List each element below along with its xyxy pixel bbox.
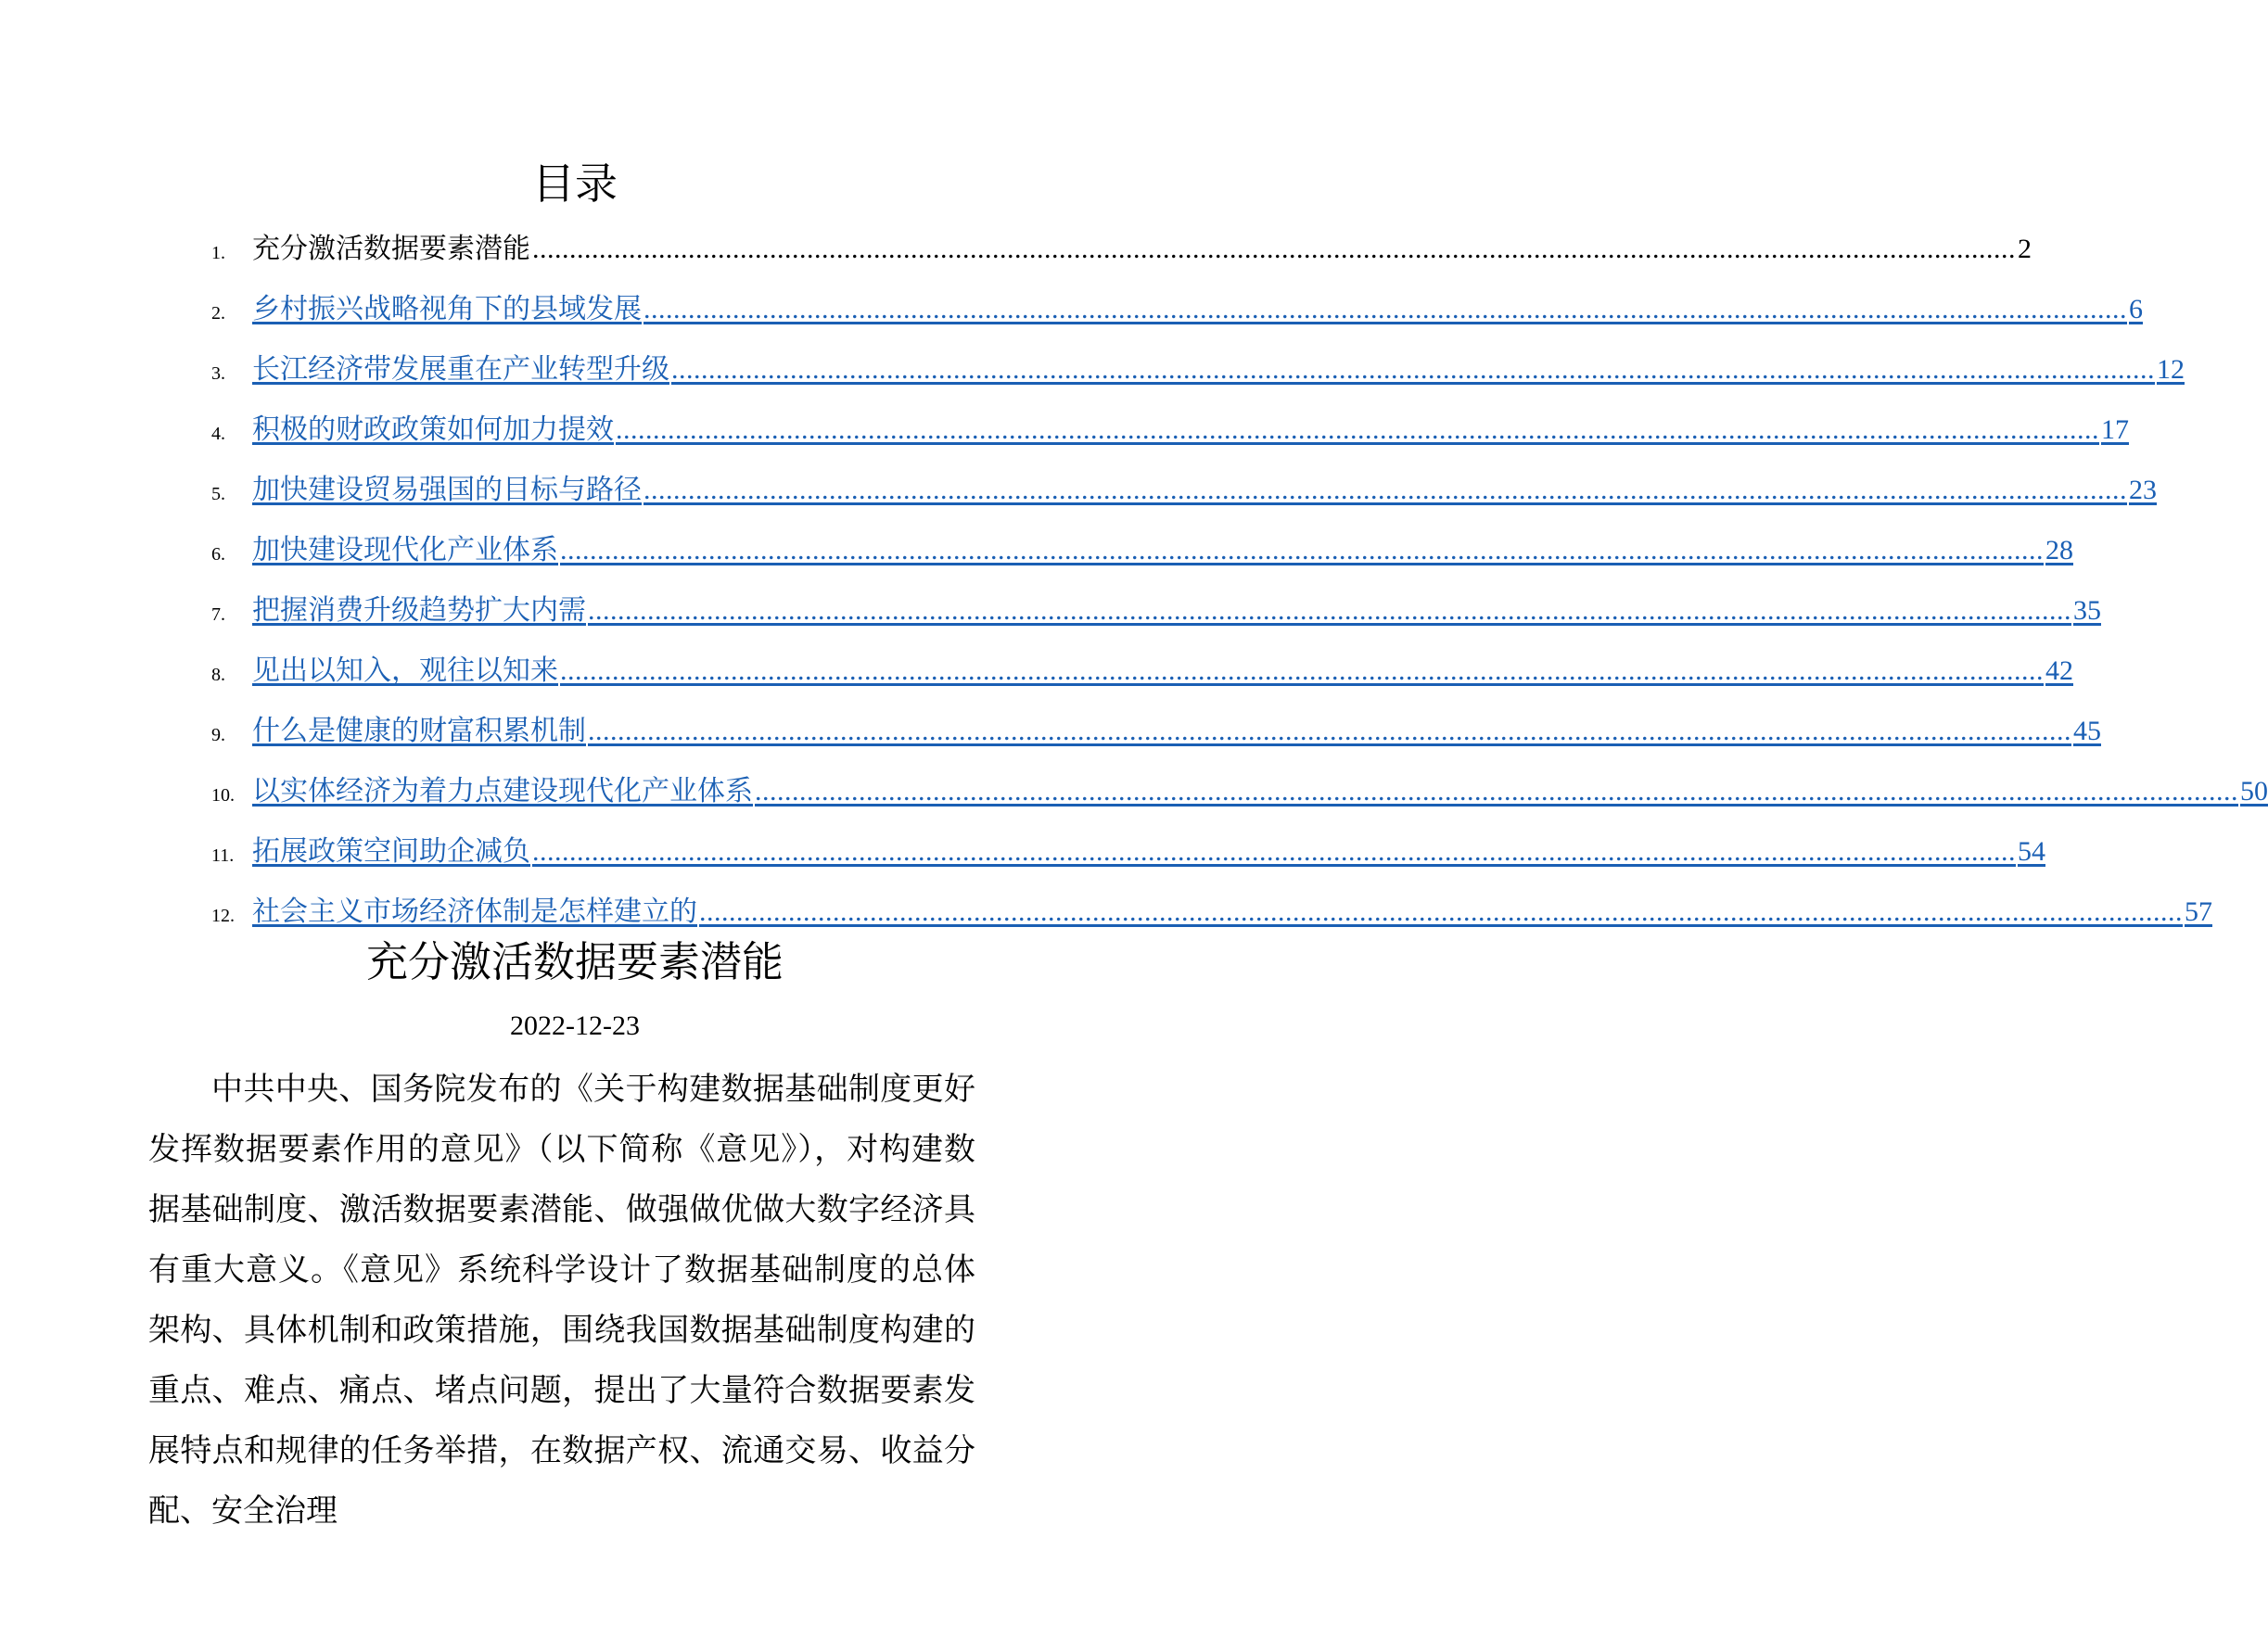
toc-entry-page: 45 [2073,715,2101,746]
toc-dot-leader: ........................................................................................................................................................................................................ [643,293,2127,324]
toc-entry-page: 54 [2018,835,2045,867]
toc-entry [211,882,2212,942]
toc-entry-title: 把握消费升级趋势扩大内需 [252,593,586,627]
toc-entry [211,701,2101,761]
toc-dot-leader: ........................................................................................................................................................................................................ [616,413,2099,445]
article-paragraph: 中共中央、国务院发布的《关于构建数据基础制度更好发挥数据要素作用的意见》（以下简称《意见》），对构建数据基础制度、激活数据要素潜能、做强做优做大数字经济具有重大意义。《意见》系统科学设计了数据基础制度的总体架构、具体机制和政策措施，围绕我国数据基础制度构建的重点、难点、痛点、堵点问题，提出了大量符合数据要素发展特点和规律的任务举措，在数据产权、流通交易、收益分配、安全治理 [148,1071,975,1530]
toc-entry-page: 17 [2101,413,2129,445]
toc-entry-link[interactable] [252,472,2157,509]
toc-entry-number: 12. [211,906,235,926]
toc-entry [211,821,2045,882]
toc-entry-title: 加快建设贸易强国的目标与路径 [252,473,642,506]
article-title: 充分激活数据要素潜能 [365,937,784,986]
toc-entry-page: 23 [2129,474,2157,505]
toc-entry-number: 11. [211,845,235,866]
toc-entry-number: 9. [211,725,225,745]
toc-entry-number: 2. [211,303,225,324]
toc-entry [211,761,2268,821]
toc-entry [211,520,2073,580]
toc-entry-title: 积极的财政政策如何加力提效 [252,413,614,446]
toc-entry-link[interactable] [252,592,2101,629]
toc-entry-page: 28 [2045,534,2073,565]
toc-entry-page: 12 [2157,353,2185,385]
toc-entry-link[interactable] [252,653,2073,690]
toc-dot-leader: ........................................................................................................................................................................................................ [643,474,2127,505]
toc-entry-page: 50 [2240,775,2268,807]
toc-entry-number: 1. [211,243,225,263]
toc-dot-leader: ........................................................................................................................................................................................................ [699,896,2183,927]
toc-entry-page: 6 [2129,293,2143,324]
toc-entry [211,580,2101,641]
toc-dot-leader: ........................................................................................................................................................................................................ [560,534,2044,565]
toc-entry-link[interactable] [252,713,2101,750]
toc-entry-link[interactable] [252,291,2143,328]
toc-entry-page: 42 [2045,654,2073,686]
toc-entry-page: 57 [2185,896,2212,927]
toc-entry-number: 4. [211,424,225,444]
toc-entry-number: 7. [211,604,225,625]
toc-entry-title: 什么是健康的财富积累机制 [252,714,586,747]
toc-entry-link[interactable] [252,351,2185,388]
toc-entry-link[interactable] [252,833,2045,870]
toc-entry [211,219,2032,279]
toc-entry-number: 8. [211,665,225,685]
toc-title: 目录 [532,159,618,209]
toc-entry [211,279,2143,339]
toc-entry-page: 2 [2018,233,2032,264]
toc-entry-link[interactable] [252,412,2129,449]
toc-entry-number: 3. [211,363,225,384]
toc-entry-title: 充分激活数据要素潜能 [252,232,530,265]
toc-entry [211,400,2129,460]
toc-entry-title: 社会主义市场经济体制是怎样建立的 [252,895,697,928]
toc-dot-leader: ........................................................................................................................................................................................................ [755,775,2238,807]
toc-entry-link[interactable] [252,231,2032,268]
toc-entry [211,339,2185,400]
article-date: 2022-12-23 [510,1010,640,1041]
toc-dot-leader: ........................................................................................................................................................................................................ [532,835,2016,867]
table-of-contents [211,219,2268,942]
toc-dot-leader: ........................................................................................................................................................................................................ [560,654,2044,686]
toc-entry-title: 拓展政策空间助企减负 [252,834,530,868]
toc-entry-page: 35 [2073,594,2101,626]
toc-entry-link[interactable] [252,894,2212,931]
toc-dot-leader: ........................................................................................................................................................................................................ [588,715,2071,746]
toc-entry-title: 长江经济带发展重在产业转型升级 [252,352,669,386]
toc-entry-number: 6. [211,544,225,565]
toc-dot-leader: ........................................................................................................................................................................................................ [671,353,2155,385]
toc-entry [211,641,2073,701]
toc-entry [211,460,2157,520]
toc-entry-number: 10. [211,785,235,806]
toc-dot-leader: ........................................................................................................................................................................................................ [588,594,2071,626]
toc-entry-link[interactable] [252,773,2268,810]
toc-entry-title: 见出以知入，观往以知来 [252,654,558,687]
toc-entry-title: 加快建设现代化产业体系 [252,533,558,566]
toc-entry-number: 5. [211,484,225,504]
toc-entry-title: 乡村振兴战略视角下的县域发展 [252,292,642,325]
toc-entry-link[interactable] [252,532,2073,569]
toc-dot-leader: ........................................................................................................................................................................................................ [532,233,2016,264]
toc-entry-title: 以实体经济为着力点建设现代化产业体系 [252,774,753,807]
